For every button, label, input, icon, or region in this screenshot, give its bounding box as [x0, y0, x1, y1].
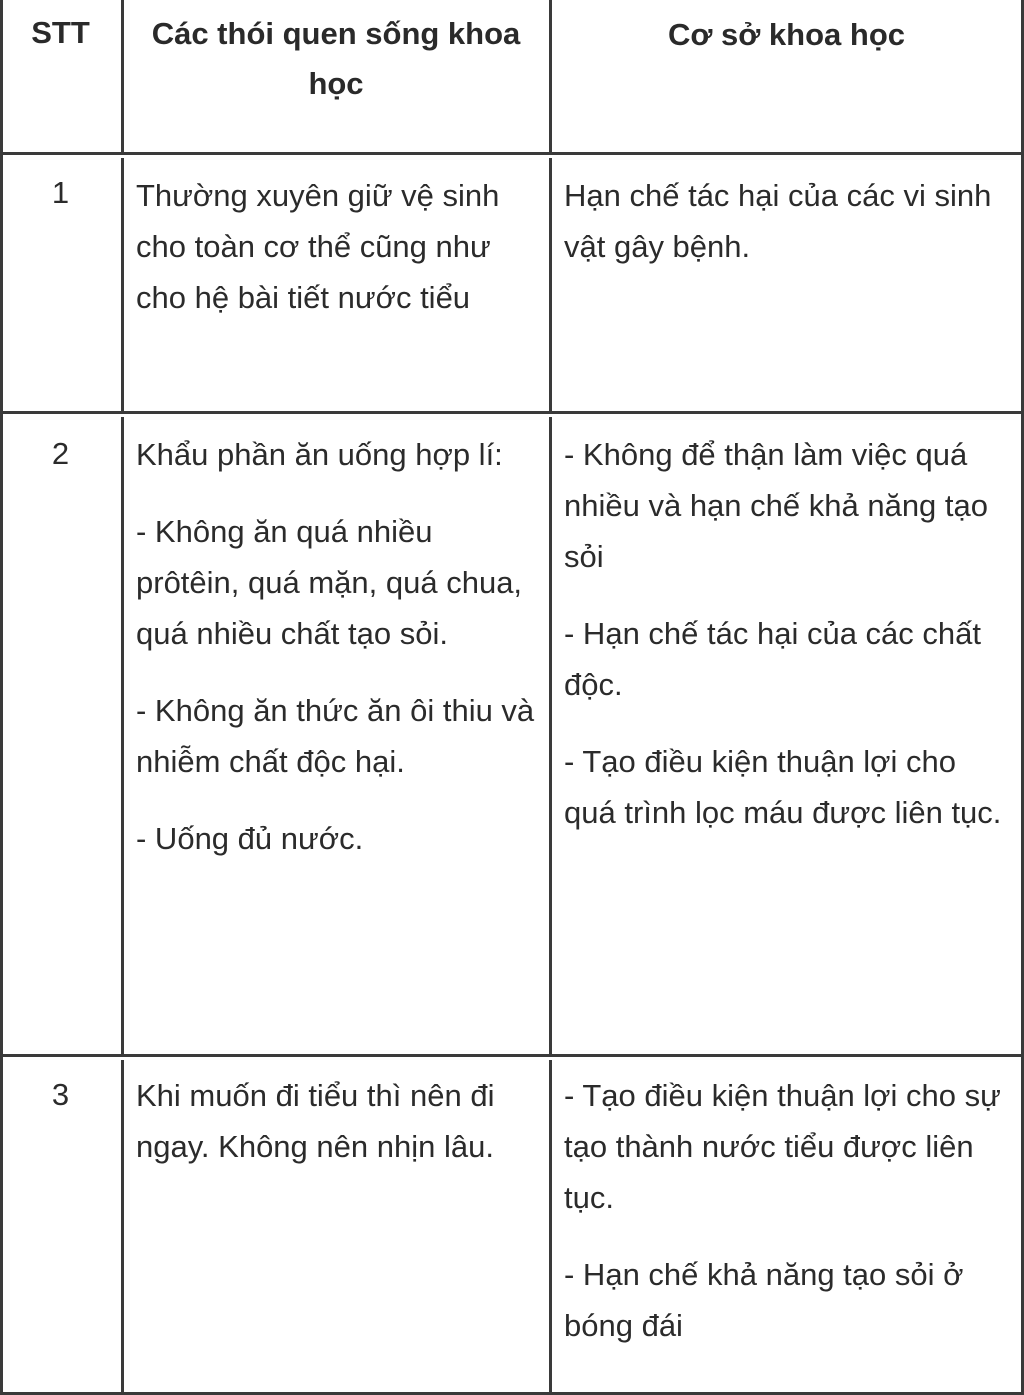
- header-habit: Các thói quen sống khoa học: [151, 16, 521, 101]
- header-basis: Cơ sở khoa học: [667, 17, 905, 52]
- row-1-stt: 1: [51, 175, 70, 210]
- row-3-basis-item-2: - Hạn chế khả năng tạo sỏi ở bóng đái: [564, 1257, 964, 1343]
- row-2-stt: 2: [51, 436, 70, 471]
- row-2-basis-item-3: - Tạo điều kiện thuận lợi cho quá trình lọc máu được liên tục.: [564, 744, 1002, 830]
- row-2-basis-cell: [549, 417, 1021, 1054]
- row-1-habit-cell: [121, 158, 548, 411]
- table-row-3: [3, 1060, 1021, 1392]
- row-3-basis-cell: [549, 1060, 1021, 1392]
- header-cell-basis: [549, 0, 1021, 152]
- row-2-habit-intro: Khẩu phần ăn uống hợp lí:: [136, 437, 503, 472]
- row-2-habit-item-1: - Không ăn quá nhiều prôtêin, quá mặn, quá chua, quá nhiều chất tạo sỏi.: [136, 514, 523, 651]
- row-3-habit-text: Khi muốn đi tiểu thì nên đi ngay. Không nên nhịn lâu.: [136, 1078, 495, 1164]
- row-3-basis-item-1: - Tạo điều kiện thuận lợi cho sự tạo thành nước tiểu được liên tục.: [564, 1078, 1001, 1215]
- row-2-basis-item-1: - Không để thận làm việc quá nhiều và hạn chế khả năng tạo sỏi: [564, 437, 989, 574]
- table-row-2: [3, 417, 1021, 1057]
- row-2-basis-item-2: - Hạn chế tác hại của các chất độc.: [564, 616, 982, 702]
- row-1-basis-cell: [549, 158, 1021, 411]
- header-stt: STT: [31, 15, 90, 50]
- row-3-habit-cell: [121, 1060, 548, 1392]
- row-3-stt-cell: [3, 1060, 118, 1392]
- header-cell-habit: [121, 0, 548, 152]
- row-2-stt-cell: [3, 417, 118, 1054]
- table-row-1: [3, 158, 1021, 414]
- row-2-habit-item-3: - Uống đủ nước.: [136, 821, 364, 856]
- table-header-row: [3, 0, 1021, 155]
- row-1-stt-cell: [3, 158, 118, 411]
- row-2-habit-item-2: - Không ăn thức ăn ôi thiu và nhiễm chất độc hại.: [136, 693, 535, 779]
- header-cell-stt: [3, 0, 118, 152]
- row-1-basis-text: Hạn chế tác hại của các vi sinh vật gây bệnh.: [564, 178, 992, 264]
- row-3-stt: 3: [51, 1077, 70, 1112]
- row-2-habit-cell: [121, 417, 548, 1054]
- row-1-habit-text: Thường xuyên giữ vệ sinh cho toàn cơ thể cũng như cho hệ bài tiết nước tiểu: [136, 178, 500, 315]
